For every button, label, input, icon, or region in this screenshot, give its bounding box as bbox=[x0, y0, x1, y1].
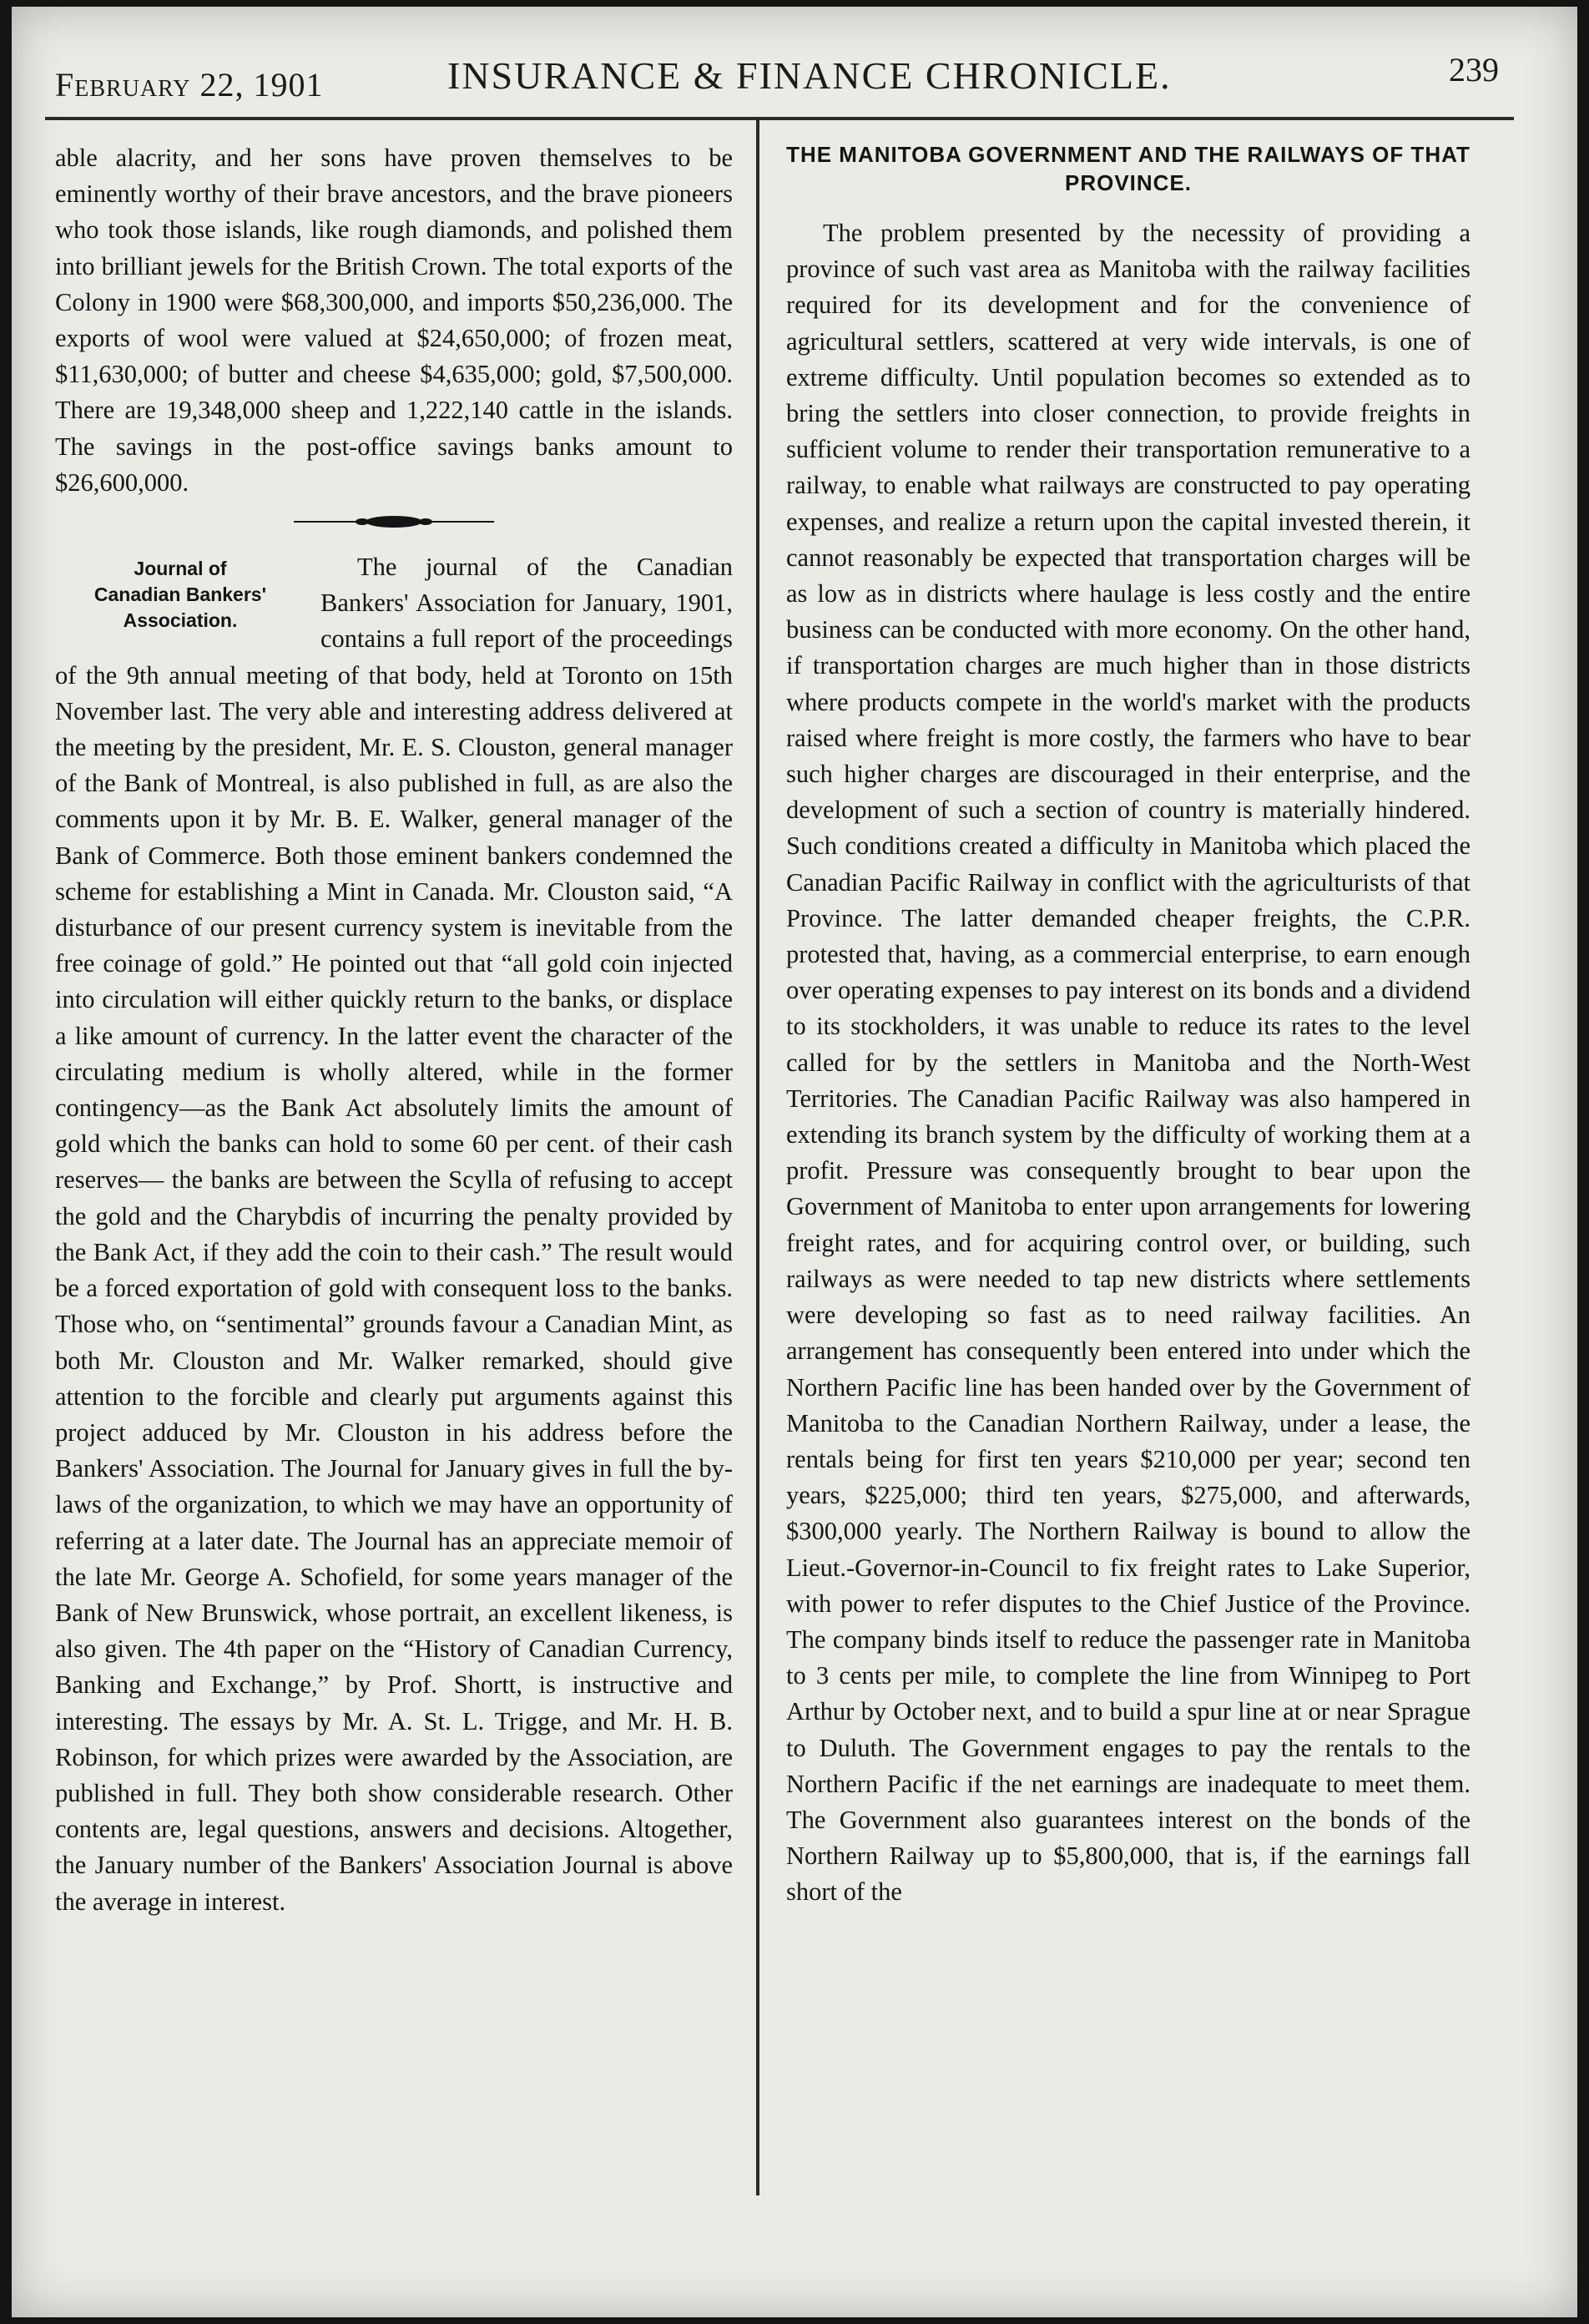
newspaper-page bbox=[12, 7, 1577, 2317]
sidehead-line-1: Journal of bbox=[134, 558, 227, 580]
page-number: 239 bbox=[1449, 51, 1499, 88]
article-manitoba-railways: The problem presented by the necessity of providing a province of such vast area as Manitoba with the railway facilities required for its development and for the convenience of agricultural settlers, scattered at very wide intervals, is one of extreme difficulty. Until population becomes so extended as to bring the settlers into closer connection, to provide freights in sufficient volume to render their transportation remunerative to a railway, to enable what railways are constructed to pay operating expenses, and realize a return upon the capital invested therein, it cannot reasonably be expected that transportation charges will be as low as in districts where haulage is less costly and the entire business can be conducted with more economy. On the other hand, if transportation charges are much higher than in those districts where products compete in the world's market with the products raised where freight is more costly, the farmers who have to bear such higher charges are discouraged in their enterprise, and the development of such a section of country is materially hindered. Such conditions created a difficulty in Manitoba which placed the Canadian Pacific Railway in conflict with the agriculturists of that Province. The latter demanded cheaper freights, the C.P.R. protested that, having, as a commercial enterprise, to earn enough over operating expenses to pay interest on its bonds and a dividend to its stockholders, it was unable to reduce its rates to the level called for by the settlers in Manitoba and the North-West Territories. The Canadian Pacific Railway was also hampered in extending its branch system by the difficulty of working them at a profit. Pressure was consequently brought to bear upon the Government of Manitoba to enter upon arrangements for lowering freight rates, and for acquiring control over, or building, such railways as were needed to tap new districts where settlements were developing so fast as to need railway facilities. An arrangement has consequently been entered into under which the Northern Pacific line has been handed over by the Government of Manitoba to the Canadian Northern Railway, under a lease, the rentals being for first ten years $210,000 per year; second ten years, $225,000; third ten years, $275,000, and afterwards, $300,000 yearly. The Northern Railway is bound to allow the Lieut.-Governor-in-Council to fix freight rates to Lake Superior, with power to refer disputes to the Chief Justice of the Province. The company binds itself to reduce the passenger rate in Manitoba to 3 cents per mile, to complete the line from Winnipeg to Port Arthur by October next, and to build a spur line at or near Sprague to Duluth. The Government engages to pay the rentals to the Northern Pacific if the net earnings are inadequate to meet them. The Government also guarantees interest on the bonds of the Northern Railway up to $5,800,000, that is, if the earnings fall short of the bbox=[786, 219, 1470, 1907]
header-rule bbox=[45, 117, 1514, 120]
article-headline: THE MANITOBA GOVERNMENT AND THE RAILWAYS OF THAT PROVINCE. bbox=[786, 142, 1470, 195]
sidehead-journal bbox=[55, 556, 305, 634]
sidehead-line-3: Association. bbox=[123, 609, 238, 632]
header-date: February 22, 1901 bbox=[55, 66, 324, 104]
left-column bbox=[55, 140, 733, 1920]
column-divider bbox=[756, 117, 759, 2195]
right-column bbox=[786, 140, 1470, 1911]
article-new-zealand-end: able alacrity, and her sons have proven themselves to be eminently worthy of their brave ancestors, and the brave pioneers who took those islands, like rough diamonds, and polished them into brilliant jewels for the British Crown. The total exports of the Colony in 1900 were $68,300,000, and imports $50,236,000. The exports of wool were valued at $24,650,000; of frozen meat, $11,630,000; of butter and cheese $4,635,000; gold, $7,500,000. There are 19,348,000 sheep and 1,222,140 cattle in the islands. The savings in the post-office savings banks amount to $26,600,000. bbox=[55, 144, 733, 497]
ornament-divider bbox=[294, 513, 494, 531]
sidehead-line-2: Canadian Bankers' bbox=[93, 584, 267, 606]
header-title: INSURANCE & FINANCE CHRONICLE. bbox=[447, 54, 1172, 97]
article-bankers-journal: The journal of the Canadian Bankers' Association for January, 1901, contains a full report of the proceedings of the 9th annual meeting of that body, held at Toronto on 15th November last. The very able and interesting address delivered at the meeting by the president, Mr. E. S. Clouston, general manager of the Bank of Montreal, is also published in full, as are also the comments upon it by Mr. B. E. Walker, general manager of the Bank of Commerce. Both those eminent bankers condemned the scheme for establishing a Mint in Canada. Mr. Clouston said, “A disturbance of our present currency system is inevitable from the free coinage of gold.” He pointed out that “all gold coin injected into circulation will either quickly return to the banks, or displace a like amount of currency. In the latter event the character of the circulating medium is wholly altered, while in the former contingency—as the Bank Act absolutely limits the amount of gold which the banks can hold to some 60 per cent. of their cash reserves— the banks are between the Scylla of refusing to accept the gold and the Charybdis of incurring the penalty provided by the Bank Act, if they add the coin to their cash.” The result would be a forced exportation of gold with consequent loss to the banks. Those who, on “sentimental” grounds favour a Canadian Mint, as both Mr. Clouston and Mr. Walker remarked, should give attention to the forcible and clearly put arguments against this project adduced by Mr. Clouston in his address before the Bankers' Association. The Journal for January gives in full the by-laws of the organization, to which we may have an opportunity of referring at a later date. The Journal has an appreciate memoir of the late Mr. George A. Schofield, for some years manager of the Bank of New Brunswick, whose portrait, an excellent likeness, is also given. The 4th paper on the “History of Canadian Currency, Banking and Exchange,” by Prof. Shortt, is instructive and interesting. The essays by Mr. A. St. L. Trigge, and Mr. H. B. Robinson, for which prizes were awarded by the Association, are published in full. They both show considerable research. Other contents are, legal questions, answers and decisions. Altogether, the January number of the Bankers' Association Journal is above the average in interest. bbox=[55, 553, 733, 1916]
page-header bbox=[55, 43, 1499, 110]
